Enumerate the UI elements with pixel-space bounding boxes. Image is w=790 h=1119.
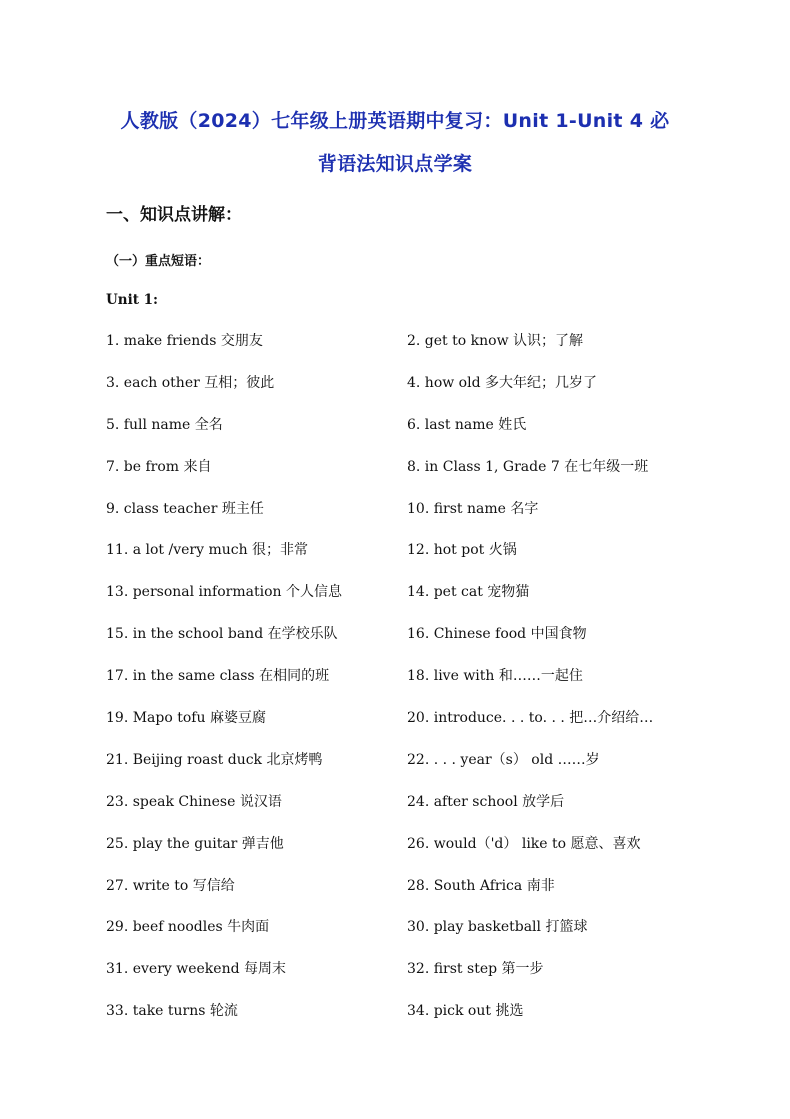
phrase-item: 33. take turns 轮流 [106, 1003, 238, 1020]
phrase-item: 31. every weekend 每周末 [106, 961, 286, 978]
phrase-item: 5. full name 全名 [106, 416, 223, 433]
phrase-item: 25. play the guitar 弹吉他 [106, 835, 284, 852]
phrase-item: 22. . . . year（s） old ……岁 [407, 751, 600, 768]
document-title-line-1: 人教版（2024）七年级上册英语期中复习：Unit 1-Unit 4 必 [120, 110, 670, 132]
phrase-item: 30. play basketball 打篮球 [407, 919, 588, 936]
phrase-row [0, 916, 790, 958]
phrase-row [0, 1000, 790, 1042]
phrase-item: 15. in the school band 在学校乐队 [106, 626, 338, 643]
phrase-row [0, 330, 790, 372]
phrase-item: 12. hot pot 火锅 [407, 542, 517, 559]
phrase-item: 6. last name 姓氏 [407, 416, 527, 433]
phrase-row [0, 539, 790, 581]
phrase-item: 29. beef noodles 牛肉面 [106, 919, 270, 936]
phrase-item: 11. a lot /very much 很；非常 [106, 542, 309, 559]
phrase-row [0, 414, 790, 456]
phrase-row [0, 623, 790, 665]
phrase-item: 17. in the same class 在相同的班 [106, 668, 330, 685]
phrase-item: 13. personal information 个人信息 [106, 584, 342, 601]
phrase-row [0, 833, 790, 875]
phrase-item: 1. make friends 交朋友 [106, 333, 263, 349]
unit-label: Unit 1: [106, 292, 159, 308]
phrase-item: 19. Mapo tofu 麻婆豆腐 [106, 710, 266, 727]
phrase-item: 23. speak Chinese 说汉语 [106, 793, 282, 810]
document-title-line-2: 背语法知识点学案 [317, 153, 473, 175]
phrase-row [0, 707, 790, 749]
phrase-row [0, 749, 790, 791]
phrase-item: 28. South Africa 南非 [407, 877, 555, 894]
phrase-item: 21. Beijing roast duck 北京烤鸭 [106, 751, 323, 768]
phrase-item: 27. write to 写信给 [106, 877, 235, 894]
phrase-item: 18. live with 和……一起住 [407, 668, 583, 685]
phrase-row [0, 581, 790, 623]
phrase-item: 4. how old 多大年纪；几岁了 [407, 374, 598, 391]
phrase-item: 3. each other 互相；彼此 [106, 374, 275, 391]
phrase-item: 8. in Class 1, Grade 7 在七年级一班 [407, 458, 649, 475]
phrase-item: 9. class teacher 班主任 [106, 500, 264, 517]
phrase-row [0, 665, 790, 707]
phrase-item: 2. get to know 认识；了解 [407, 333, 583, 349]
phrase-row [0, 791, 790, 833]
phrase-row [0, 875, 790, 917]
phrase-item: 7. be from 来自 [106, 458, 212, 475]
phrase-row [0, 372, 790, 414]
phrase-item: 20. introduce. . . to. . . 把…介绍给… [407, 710, 654, 727]
section-heading: 一、知识点讲解： [106, 205, 242, 225]
phrase-item: 26. would（'d） like to 愿意、喜欢 [407, 835, 641, 852]
phrase-item: 16. Chinese food 中国食物 [407, 626, 587, 643]
phrase-list [0, 330, 790, 1042]
phrase-item: 34. pick out 挑选 [407, 1003, 524, 1020]
subsection-heading: （一）重点短语： [106, 254, 211, 269]
phrase-row [0, 958, 790, 1000]
phrase-item: 32. first step 第一步 [407, 961, 544, 978]
phrase-item: 10. first name 名字 [407, 500, 539, 517]
phrase-row [0, 456, 790, 498]
phrase-item: 24. after school 放学后 [407, 793, 565, 810]
phrase-row [0, 498, 790, 540]
phrase-item: 14. pet cat 宠物猫 [407, 584, 530, 601]
